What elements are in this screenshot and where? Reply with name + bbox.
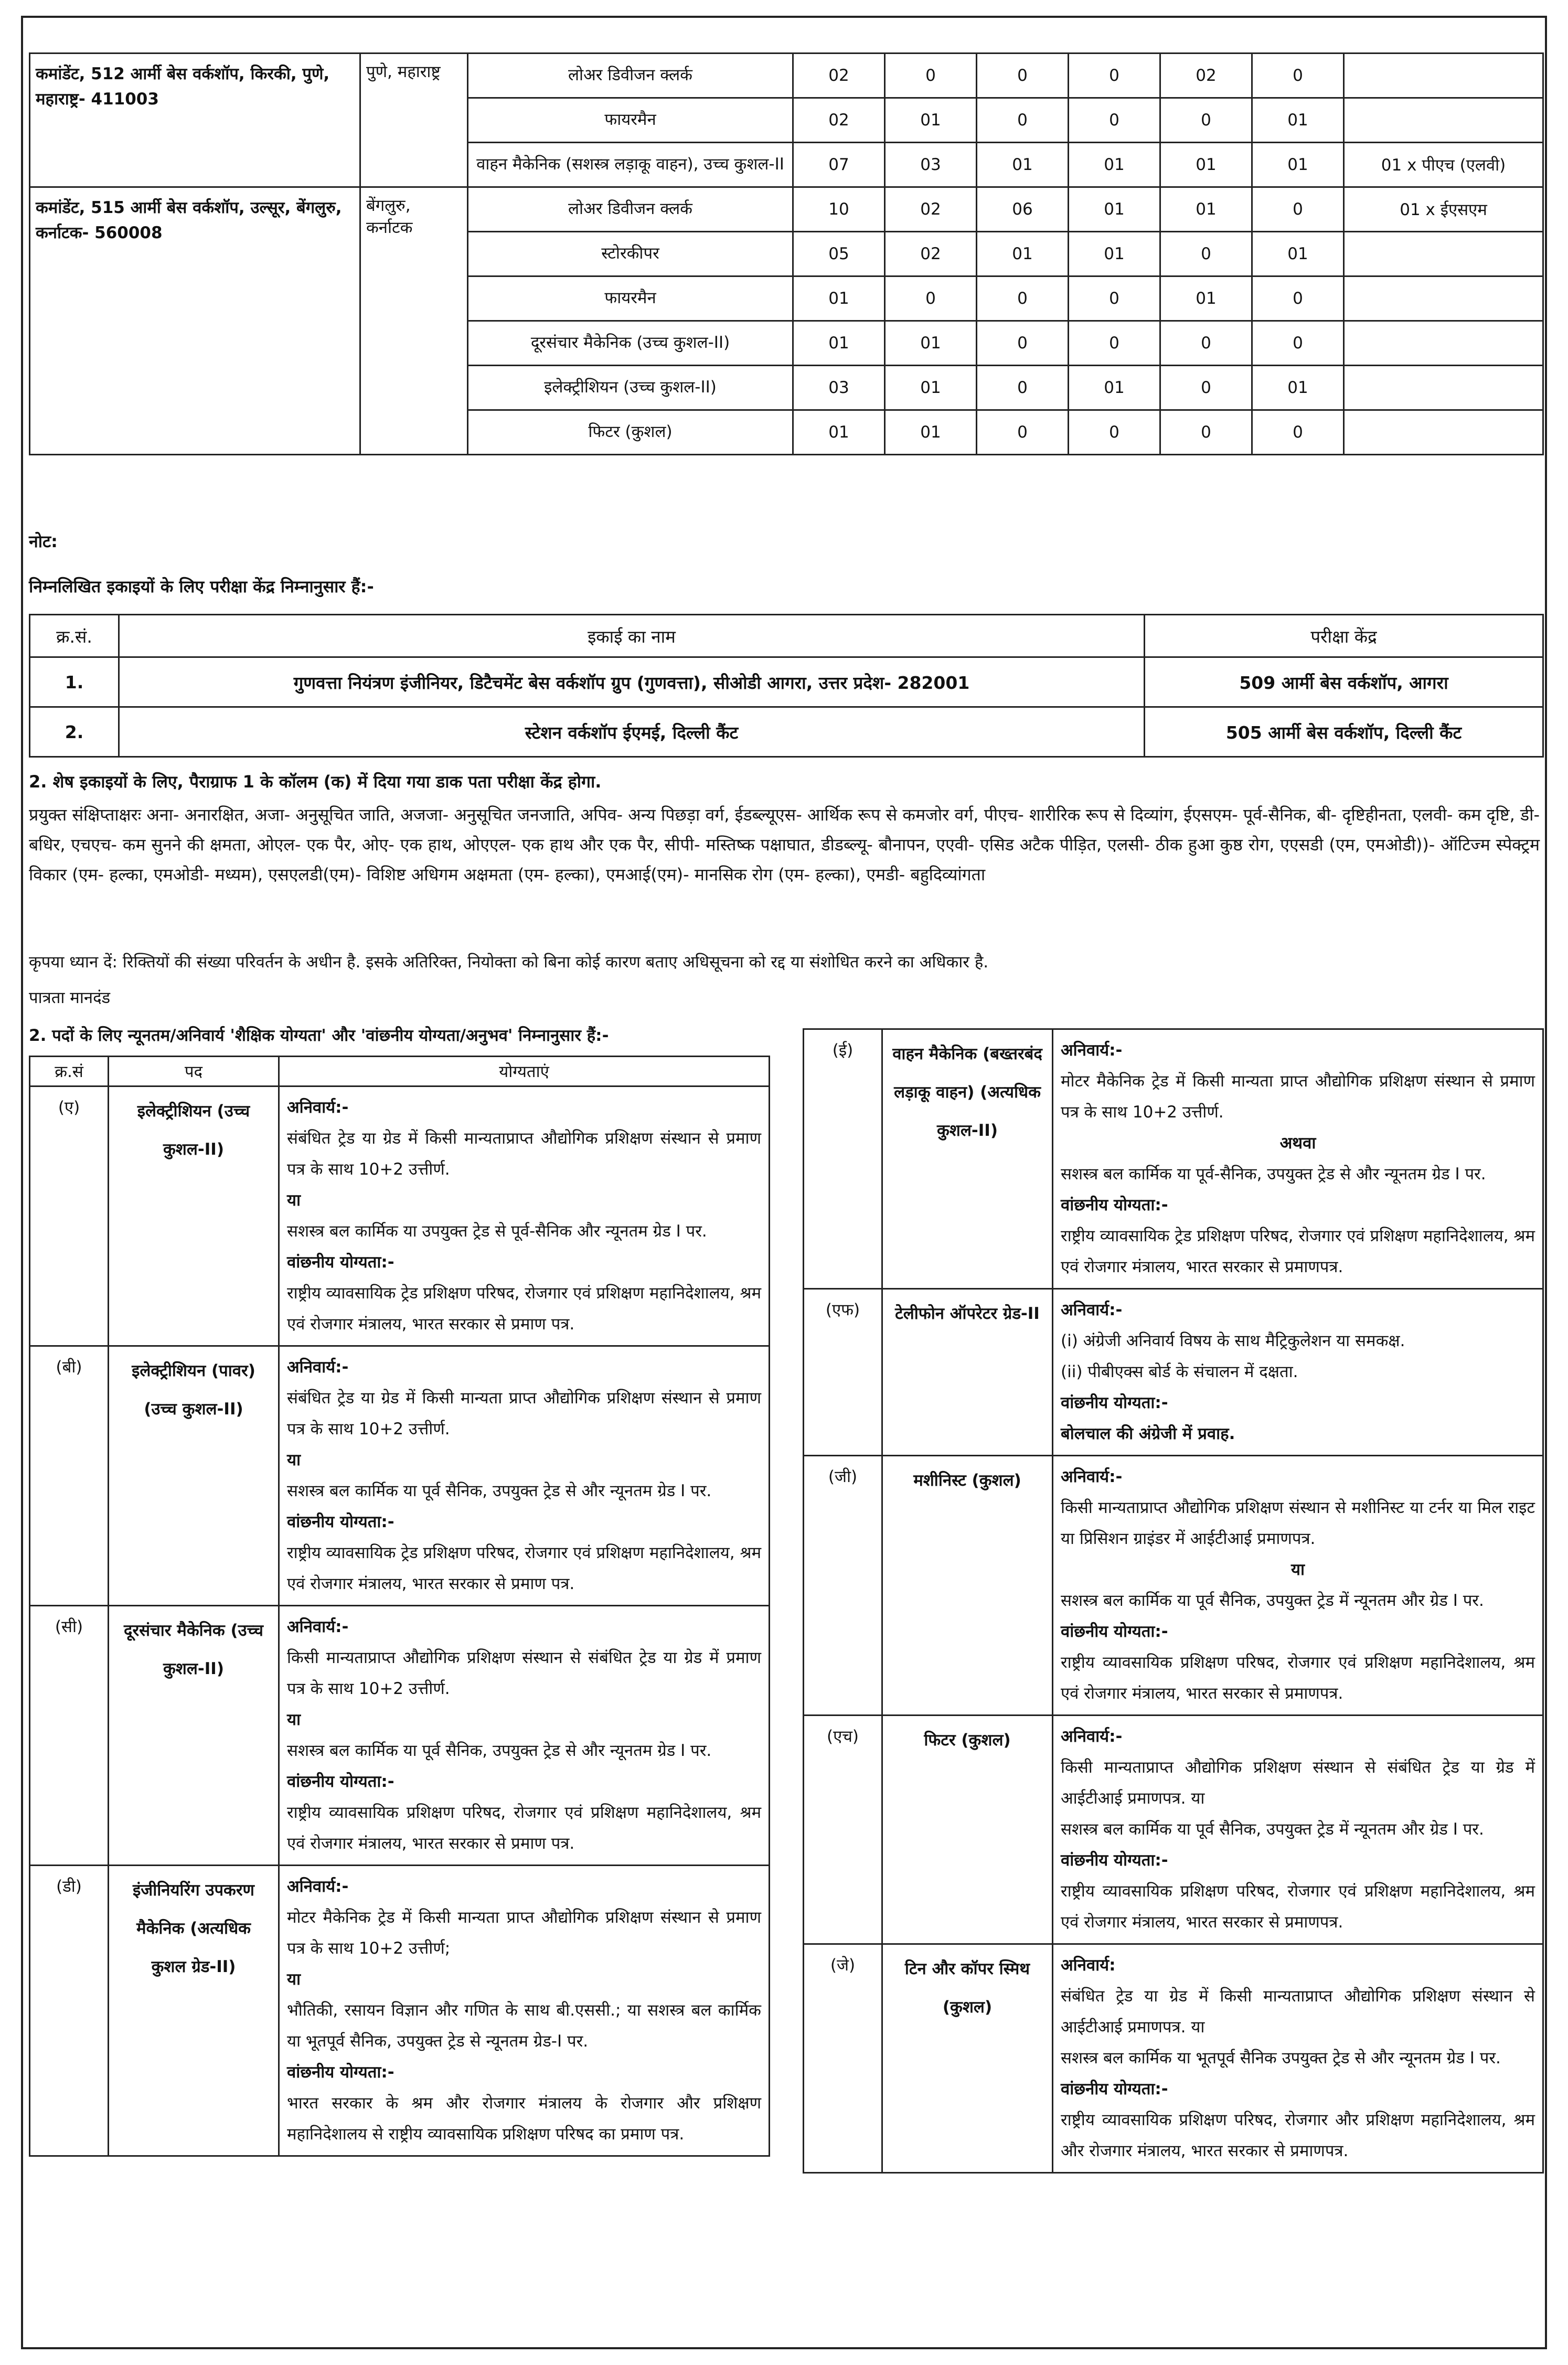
vacancy-count: 02 — [885, 187, 977, 232]
post-name: फायरमैन — [468, 98, 793, 143]
vacancy-count: 01 — [885, 366, 977, 410]
vacancy-count: 01 — [1160, 187, 1252, 232]
vacancy-remark — [1344, 410, 1543, 455]
vacancy-remark — [1344, 366, 1543, 410]
qualification-line: राष्ट्रीय व्यावसायिक ट्रेड प्रशिक्षण परिषद, रोजगार एवं प्रशिक्षण महानिदेशालय, श्रम एवं रोजगार मंत्रालय, भारत सरकार से प्रमाण पत्र. — [287, 1543, 761, 1593]
qualification-details — [1053, 1944, 1543, 2173]
qualification-line: अनिवार्य: — [1061, 1956, 1116, 1975]
qualification-details — [1053, 1289, 1543, 1456]
qualification-row — [804, 1456, 1543, 1716]
qualification-line: या — [287, 1191, 301, 1210]
qualification-line: बोलचाल की अंग्रेजी में प्रवाह. — [1061, 1424, 1235, 1443]
qualification-row — [804, 1716, 1543, 1944]
qualification-sn: (जी) — [804, 1456, 882, 1716]
qualification-line: वांछनीय योग्यता:- — [1061, 1393, 1168, 1412]
vacancy-count: 0 — [1252, 410, 1344, 455]
qualification-line: राष्ट्रीय व्यावसायिक प्रशिक्षण परिषद, रोजगार एवं प्रशिक्षण महानिदेशालय, श्रम एवं रोजगार मंत्रालय, भारत सरकार से प्रमाण पत्र. — [287, 1803, 761, 1853]
qualification-sn: (जे) — [804, 1944, 882, 2173]
qualification-line: मोटर मैकेनिक ट्रेड में किसी मान्यता प्राप्त औद्योगिक प्रशिक्षण संस्थान से प्रमाण पत्र के साथ 10+2 उत्तीर्ण. — [1061, 1072, 1535, 1122]
note-label: नोट: — [29, 531, 58, 551]
vacancy-count: 01 — [977, 232, 1069, 276]
qualification-sn: (एच) — [804, 1716, 882, 1944]
qualification-line: मोटर मैकेनिक ट्रेड में किसी मान्यता प्राप्त औद्योगिक प्रशिक्षण संस्थान से प्रमाण पत्र के साथ 10+2 उत्तीर्ण; — [287, 1908, 761, 1958]
unit-address: कमांडेंट, 512 आर्मी बेस वर्कशॉप, किरकी, पुणे, महाराष्ट्र- 411003 — [30, 54, 360, 187]
vacancy-remark: 01 x पीएच (एलवी) — [1344, 143, 1543, 187]
qualification-post: वाहन मैकेनिक (बख्तरबंद लड़ाकू वाहन) (अत्यधिक कुशल-II) — [882, 1029, 1053, 1289]
qualification-details — [1053, 1716, 1543, 1944]
qualification-line: सशस्त्र बल कार्मिक या उपयुक्त ट्रेड से पूर्व-सैनिक और न्यूनतम ग्रेड I पर. — [287, 1222, 707, 1241]
exam-unit-name: स्टेशन वर्कशॉप ईएमई, दिल्ली कैंट — [119, 707, 1145, 757]
qualification-line: अनिवार्य:- — [1061, 1041, 1123, 1060]
exam-centre-heading: निम्नलिखित इकाइयों के लिए परीक्षा केंद्र निम्नानुसार हैं:- — [29, 577, 374, 596]
vacancy-count: 0 — [1069, 410, 1160, 455]
exam-sn: 1. — [30, 657, 119, 707]
vacancy-table — [29, 52, 1544, 455]
qualification-line: अनिवार्य:- — [1061, 1301, 1123, 1319]
vacancy-count: 07 — [793, 143, 885, 187]
disclaimer-paragraph: कृपया ध्यान दें: रिक्तियों की संख्या परिवर्तन के अधीन है. इसके अतिरिक्त, नियोक्ता को बिना कोई कारण बताए अधिसूचना को रद्द या संशोधित करने का अधिकार है. — [29, 953, 989, 972]
qualification-line: सशस्त्र बल कार्मिक या पूर्व सैनिक, उपयुक्त ट्रेड से और न्यूनतम ग्रेड I पर. — [287, 1482, 712, 1500]
qualification-line: किसी मान्यताप्राप्त औद्योगिक प्रशिक्षण संस्थान से मशीनिस्ट या टर्नर या मिल राइट या प्रिसिशन ग्राइंडर में आईटीआई प्रमाणपत्र. — [1061, 1498, 1535, 1548]
vacancy-count: 0 — [1160, 232, 1252, 276]
post-name: स्टोरकीपर — [468, 232, 793, 276]
remaining-units-note: 2. शेष इकाइयों के लिए, पैराग्राफ 1 के कॉलम (क) में दिया गया डाक पता परीक्षा केंद्र होगा. — [29, 772, 602, 792]
qualification-line: किसी मान्यताप्राप्त औद्योगिक प्रशिक्षण संस्थान से संबंधित ट्रेड या ग्रेड में आईटीआई प्रमाणपत्र. या — [1061, 1758, 1535, 1808]
qualification-sn: (सी) — [30, 1606, 109, 1866]
vacancy-remark — [1344, 276, 1543, 321]
vacancy-remark — [1344, 54, 1543, 98]
exam-unit-name: गुणवत्ता नियंत्रण इंजीनियर, डिटैचमेंट बेस वर्कशॉप ग्रुप (गुणवत्ता), सीओडी आगरा, उत्तर प्रदेश- 282001 — [119, 657, 1145, 707]
vacancy-count: 05 — [793, 232, 885, 276]
qualification-line: वांछनीय योग्यता:- — [287, 1512, 394, 1531]
qualification-line: या — [287, 1451, 301, 1469]
qualification-table-left — [29, 1056, 770, 2157]
vacancy-count: 0 — [977, 54, 1069, 98]
exam-col-sn: क्र.सं. — [30, 615, 119, 657]
qualification-line: वांछनीय योग्यता:- — [287, 1253, 394, 1272]
vacancy-count: 01 — [1069, 232, 1160, 276]
qualification-row — [30, 1346, 770, 1606]
exam-centre-row — [30, 657, 1543, 707]
post-name: लोअर डिवीजन क्लर्क — [468, 187, 793, 232]
qualification-line: राष्ट्रीय व्यावसायिक प्रशिक्षण परिषद, रोजगार एवं प्रशिक्षण महानिदेशालय, श्रम एवं रोजगार मंत्रालय, भारत सरकार से प्रमाणपत्र. — [1061, 1882, 1535, 1932]
qualification-line: अनिवार्य:- — [287, 1098, 349, 1117]
vacancy-row — [30, 187, 1543, 232]
exam-centre-name: 509 आर्मी बेस वर्कशॉप, आगरा — [1145, 657, 1543, 707]
exam-col-unit: इकाई का नाम — [119, 615, 1145, 657]
vacancy-count: 0 — [1069, 98, 1160, 143]
vacancy-count: 0 — [1252, 54, 1344, 98]
qualification-line: अनिवार्य:- — [287, 1617, 349, 1636]
qualification-line: या — [1290, 1560, 1305, 1579]
qualification-line: अथवा — [1279, 1134, 1316, 1153]
vacancy-count: 01 — [793, 321, 885, 366]
qualification-post: इलेक्ट्रीशियन (पावर) (उच्च कुशल-II) — [109, 1346, 279, 1606]
qualification-line: या — [287, 1970, 301, 1989]
qualification-details — [279, 1346, 770, 1606]
qualification-line: भारत सरकार के श्रम और रोजगार मंत्रालय के रोजगार और प्रशिक्षण महानिदेशालय से राष्ट्रीय व्यावसायिक प्रशिक्षण परिषद का प्रमाण पत्र. — [287, 2094, 761, 2144]
vacancy-count: 0 — [885, 276, 977, 321]
qualification-line: संबंधित ट्रेड या ग्रेड में किसी मान्यताप्राप्त औद्योगिक प्रशिक्षण संस्थान से आईटीआई प्रमाणपत्र. या — [1061, 1987, 1535, 2037]
vacancy-count: 02 — [793, 54, 885, 98]
exam-centre-row — [30, 707, 1543, 757]
qualification-line: (ii) पीबीएक्स बोर्ड के संचालन में दक्षता. — [1061, 1362, 1298, 1381]
vacancy-count: 01 — [885, 98, 977, 143]
vacancy-count: 01 — [1252, 232, 1344, 276]
vacancy-count: 0 — [977, 410, 1069, 455]
qualification-line: भौतिकी, रसायन विज्ञान और गणित के साथ बी.एससी.; या सशस्त्र बल कार्मिक या भूतपूर्व सैनिक, उपयुक्त ट्रेड से न्यूनतम ग्रेड-I पर. — [287, 2001, 761, 2051]
qualification-line: संबंधित ट्रेड या ग्रेड में किसी मान्यताप्राप्त औद्योगिक प्रशिक्षण संस्थान से प्रमाण पत्र के साथ 10+2 उत्तीर्ण. — [287, 1129, 761, 1179]
qualification-details — [1053, 1029, 1543, 1289]
vacancy-count: 06 — [977, 187, 1069, 232]
qualification-heading: 2. पदों के लिए न्यूनतम/अनिवार्य 'शैक्षिक योग्यता' और 'वांछनीय योग्यता/अनुभव' निम्नानुसार हैं:- — [29, 1026, 609, 1045]
qualification-table-right — [803, 1028, 1544, 2174]
unit-location: पुणे, महाराष्ट्र — [360, 54, 468, 187]
unit-address: कमांडेंट, 515 आर्मी बेस वर्कशॉप, उल्सूर, बेंगलुरु, कर्नाटक- 560008 — [30, 187, 360, 455]
vacancy-count: 03 — [793, 366, 885, 410]
qualification-sn: (ए) — [30, 1086, 109, 1346]
post-name: इलेक्ट्रीशियन (उच्च कुशल-II) — [468, 366, 793, 410]
qualification-post: इलेक्ट्रीशियन (उच्च कुशल-II) — [109, 1086, 279, 1346]
vacancy-count: 01 — [1252, 366, 1344, 410]
vacancy-count: 01 — [793, 410, 885, 455]
unit-location: बेंगलुरु, कर्नाटक — [360, 187, 468, 455]
vacancy-count: 0 — [1069, 321, 1160, 366]
vacancy-count: 0 — [1160, 321, 1252, 366]
qualification-line: सशस्त्र बल कार्मिक या पूर्व सैनिक, उपयुक्त ट्रेड में न्यूनतम और ग्रेड I पर. — [1061, 1591, 1484, 1610]
vacancy-count: 0 — [1252, 321, 1344, 366]
vacancy-count: 0 — [977, 276, 1069, 321]
qualification-sn: (डी) — [30, 1866, 109, 2156]
post-name: फिटर (कुशल) — [468, 410, 793, 455]
vacancy-remark — [1344, 232, 1543, 276]
vacancy-count: 0 — [977, 321, 1069, 366]
vacancy-count: 0 — [885, 54, 977, 98]
vacancy-count: 01 — [1252, 98, 1344, 143]
qualification-line: किसी मान्यताप्राप्त औद्योगिक प्रशिक्षण संस्थान से संबंधित ट्रेड या ग्रेड में प्रमाण पत्र के साथ 10+2 उत्तीर्ण. — [287, 1648, 761, 1698]
vacancy-row — [30, 54, 1543, 98]
vacancy-count: 0 — [977, 98, 1069, 143]
vacancy-count: 01 — [885, 321, 977, 366]
qualification-line: वांछनीय योग्यता:- — [1061, 1851, 1168, 1870]
qualification-sn: (ई) — [804, 1029, 882, 1289]
qualification-line: संबंधित ट्रेड या ग्रेड में किसी मान्यता प्राप्त औद्योगिक प्रशिक्षण संस्थान से प्रमाण पत्र के साथ 10+2 उत्तीर्ण. — [287, 1389, 761, 1439]
qualification-row — [30, 1866, 770, 2156]
vacancy-remark: 01 x ईएसएम — [1344, 187, 1543, 232]
qualification-details — [279, 1086, 770, 1346]
qualification-post: टिन और कॉपर स्मिथ (कुशल) — [882, 1944, 1053, 2173]
vacancy-remark — [1344, 98, 1543, 143]
qualification-line: राष्ट्रीय व्यावसायिक ट्रेड प्रशिक्षण परिषद, रोजगार एवं प्रशिक्षण महानिदेशालय, श्रम एवं रोजगार मंत्रालय, भारत सरकार से प्रमाणपत्र. — [1061, 1227, 1535, 1276]
vacancy-count: 03 — [885, 143, 977, 187]
post-name: फायरमैन — [468, 276, 793, 321]
vacancy-count: 0 — [1252, 276, 1344, 321]
qual-col-sn: क्र.सं — [30, 1057, 109, 1086]
qualification-post: दूरसंचार मैकेनिक (उच्च कुशल-II) — [109, 1606, 279, 1866]
qualification-row — [30, 1086, 770, 1346]
qualification-line: राष्ट्रीय व्यावसायिक ट्रेड प्रशिक्षण परिषद, रोजगार एवं प्रशिक्षण महानिदेशालय, श्रम एवं रोजगार मंत्रालय, भारत सरकार से प्रमाण पत्र. — [287, 1284, 761, 1334]
vacancy-count: 01 — [793, 276, 885, 321]
exam-sn: 2. — [30, 707, 119, 757]
qual-col-post: पद — [109, 1057, 279, 1086]
exam-centre-table — [29, 614, 1544, 758]
qual-col-qualifications: योग्यताएं — [279, 1057, 770, 1086]
eligibility-heading: पात्रता मानदंड — [29, 988, 111, 1007]
qualification-row — [804, 1029, 1543, 1289]
vacancy-count: 01 — [1069, 187, 1160, 232]
qualification-post: फिटर (कुशल) — [882, 1716, 1053, 1944]
vacancy-count: 02 — [793, 98, 885, 143]
qualification-sn: (एफ) — [804, 1289, 882, 1456]
qualification-line: अनिवार्य:- — [1061, 1727, 1123, 1746]
qualification-line: राष्ट्रीय व्यावसायिक प्रशिक्षण परिषद, रोजगार एवं प्रशिक्षण महानिदेशालय, श्रम एवं रोजगार मंत्रालय, भारत सरकार से प्रमाणपत्र. — [1061, 1653, 1535, 1703]
vacancy-count: 0 — [977, 366, 1069, 410]
vacancy-count: 02 — [885, 232, 977, 276]
qualification-row — [804, 1944, 1543, 2173]
qualification-row — [30, 1606, 770, 1866]
vacancy-count: 0 — [1160, 410, 1252, 455]
vacancy-remark — [1344, 321, 1543, 366]
qualification-line: अनिवार्य:- — [287, 1358, 349, 1377]
qualification-line: अनिवार्य:- — [1061, 1467, 1123, 1486]
vacancy-count: 0 — [1160, 366, 1252, 410]
exam-col-centre: परीक्षा केंद्र — [1145, 615, 1543, 657]
qualification-line: सशस्त्र बल कार्मिक या पूर्व-सैनिक, उपयुक्त ट्रेड से और न्यूनतम ग्रेड I पर. — [1061, 1165, 1486, 1184]
qualification-row — [804, 1289, 1543, 1456]
qualification-details — [1053, 1456, 1543, 1716]
vacancy-count: 01 — [885, 410, 977, 455]
vacancy-count: 0 — [1069, 276, 1160, 321]
post-name: दूरसंचार मैकेनिक (उच्च कुशल-II) — [468, 321, 793, 366]
qualification-line: राष्ट्रीय व्यावसायिक प्रशिक्षण परिषद, रोजगार और प्रशिक्षण महानिदेशालय, श्रम और रोजगार मंत्रालय, भारत सरकार से प्रमाणपत्र. — [1061, 2111, 1535, 2160]
qualification-line: वांछनीय योग्यता:- — [1061, 1196, 1168, 1215]
vacancy-count: 02 — [1160, 54, 1252, 98]
qualification-line: वांछनीय योग्यता:- — [1061, 1622, 1168, 1641]
post-name: लोअर डिवीजन क्लर्क — [468, 54, 793, 98]
qualification-line: सशस्त्र बल कार्मिक या पूर्व सैनिक, उपयुक्त ट्रेड से और न्यूनतम ग्रेड I पर. — [287, 1741, 712, 1760]
exam-centre-name: 505 आर्मी बेस वर्कशॉप, दिल्ली कैंट — [1145, 707, 1543, 757]
vacancy-count: 10 — [793, 187, 885, 232]
qualification-post: मशीनिस्ट (कुशल) — [882, 1456, 1053, 1716]
vacancy-count: 0 — [1069, 54, 1160, 98]
vacancy-count: 01 — [1160, 143, 1252, 187]
qualification-post: इंजीनियरिंग उपकरण मैकेनिक (अत्यधिक कुशल ग्रेड-II) — [109, 1866, 279, 2156]
vacancy-count: 0 — [1160, 98, 1252, 143]
vacancy-count: 01 — [977, 143, 1069, 187]
qualification-details — [279, 1606, 770, 1866]
qualification-line: वांछनीय योग्यता:- — [287, 2063, 394, 2082]
vacancy-count: 01 — [1069, 366, 1160, 410]
abbreviations-paragraph: प्रयुक्त संक्षिप्ताक्षरः अना- अनारक्षित, अजा- अनुसूचित जाति, अजजा- अनुसूचित जनजाति, अपिव- अन्य पिछड़ा वर्ग, ईडब्ल्यूएस- आर्थिक रूप से कमजोर वर्ग, पीएच- शारीरिक रूप से दिव्यांग, ईएसएम- पूर्व-सैनिक, बी- दृष्टिहीनता, एलवी- कम दृष्टि, डी- बधिर, एचएच- कम सुनने की क्षमता, ओएल- एक पैर, ओए- एक हाथ, ओएएल- एक हाथ और एक पैर, सीपी- मस्तिष्क पक्षाघात, डीडब्ल्यू- बौनापन, एएवी- एसिड अटैक पीड़ित, एलसी- ठीक हुआ कुष्ठ रोग, एएसडी (एम, एमओडी))- ऑटिज्म स्पेक्ट्रम विकार (एम- हल्का, एमओडी- मध्यम), एसएलडी(एम)- विशिष्ट अधिगम अक्षमता (एम- हल्का), एमआई(एम)- मानसिक रोग (एम- हल्का), एमडी- बहुदिव्यांगता — [29, 805, 1540, 885]
qualification-line: अनिवार्य:- — [287, 1877, 349, 1896]
qualification-details — [279, 1866, 770, 2156]
qualification-line: वांछनीय योग्यता:- — [287, 1772, 394, 1791]
vacancy-count: 01 — [1160, 276, 1252, 321]
qualification-line: (i) अंग्रेजी अनिवार्य विषय के साथ मैट्रिकुलेशन या समकक्ष. — [1061, 1331, 1405, 1350]
qualification-line: सशस्त्र बल कार्मिक या भूतपूर्व सैनिक उपयुक्त ट्रेड से और न्यूनतम ग्रेड I पर. — [1061, 2049, 1501, 2068]
post-name: वाहन मैकेनिक (सशस्त्र लड़ाकू वाहन), उच्च कुशल-II — [468, 143, 793, 187]
vacancy-count: 01 — [1252, 143, 1344, 187]
vacancy-count: 01 — [1069, 143, 1160, 187]
qualification-post: टेलीफोन ऑपरेटर ग्रेड-II — [882, 1289, 1053, 1456]
qualification-sn: (बी) — [30, 1346, 109, 1606]
qualification-line: वांछनीय योग्यता:- — [1061, 2080, 1168, 2098]
qualification-line: सशस्त्र बल कार्मिक या पूर्व सैनिक, उपयुक्त ट्रेड में न्यूनतम और ग्रेड I पर. — [1061, 1820, 1484, 1839]
vacancy-count: 0 — [1252, 187, 1344, 232]
qualification-line: या — [287, 1710, 301, 1729]
